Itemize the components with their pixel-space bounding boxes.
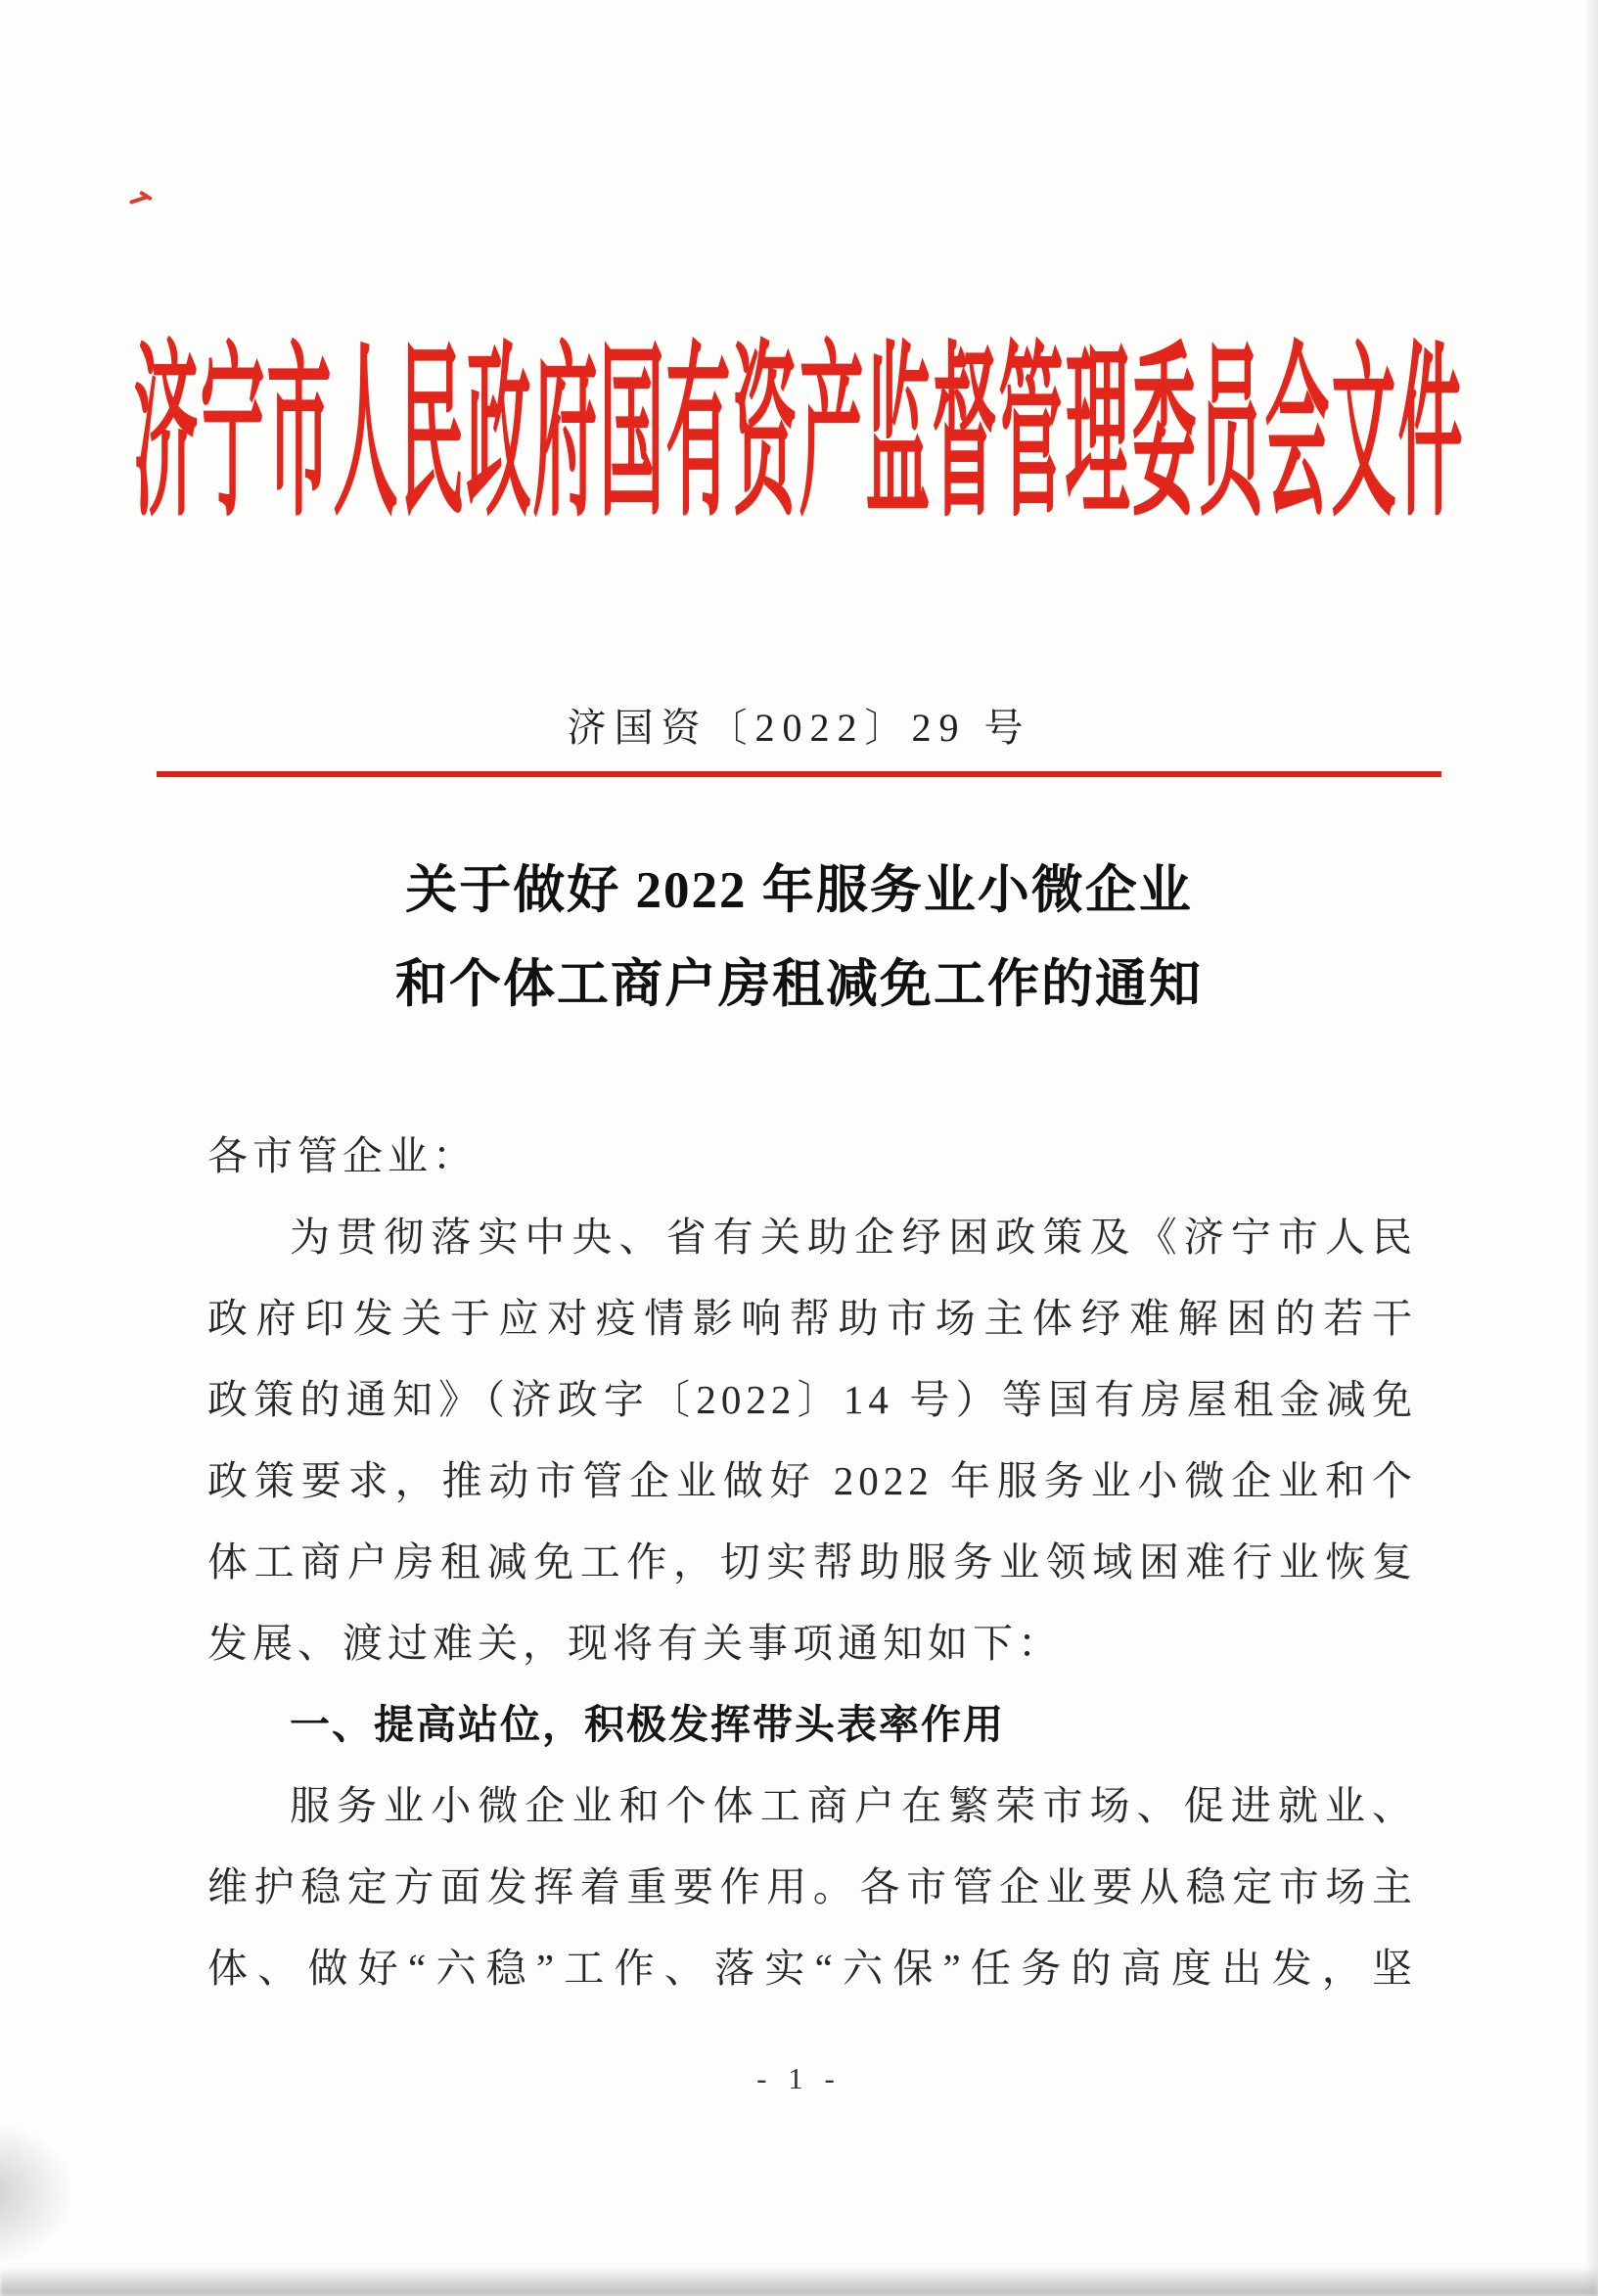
- document-number: 济国资〔2022〕29 号: [567, 706, 1031, 750]
- body-line: 为贯彻落实中央、省有关助企纾困政策及《济宁市人民: [290, 1215, 1417, 1260]
- agency-header: 济宁市人民政府国有资产监督管理委员会文件: [133, 333, 1465, 541]
- body-line: 维护稳定方面发挥着重要作用。各市管企业要从稳定市场主: [207, 1864, 1417, 1909]
- body-line: 体、做好“六稳”工作、落实“六保”任务的高度出发，坚: [207, 1946, 1417, 1991]
- body-line: 政策的通知》（济政字〔2022〕14 号）等国有房屋租金减免: [207, 1377, 1417, 1422]
- body-line: 服务业小微企业和个体工商户在繁荣市场、促进就业、: [290, 1783, 1417, 1828]
- body-line: 政府印发关于应对疫情影响帮助市场主体纾难解困的若干: [207, 1296, 1417, 1341]
- right-scan-shadow: [1584, 0, 1598, 2296]
- scan-smudge: [0, 2120, 74, 2267]
- document-body: [207, 1116, 1417, 2009]
- document-title-line2: 和个体工商户房租减免工作的通知: [395, 956, 1203, 1013]
- document-title: [0, 844, 1598, 1032]
- red-separator-line: [157, 771, 1441, 777]
- body-line: 政策要求，推动市管企业做好 2022 年服务业小微企业和个: [207, 1458, 1417, 1503]
- bottom-scan-shadow: [0, 2267, 1598, 2296]
- body-line: 体工商户房租减免工作，切实帮助服务业领域困难行业恢复: [207, 1539, 1417, 1584]
- salutation-line: 各市管企业：: [207, 1133, 478, 1178]
- red-pen-mark: [127, 192, 157, 207]
- section-heading: 一、提高站位，积极发挥带头表率作用: [290, 1702, 1005, 1747]
- document-title-line1: 关于做好 2022 年服务业小微企业: [405, 862, 1193, 919]
- body-line: 发展、渡过难关，现将有关事项通知如下：: [207, 1621, 1063, 1666]
- page-number: - 1 -: [756, 2061, 842, 2095]
